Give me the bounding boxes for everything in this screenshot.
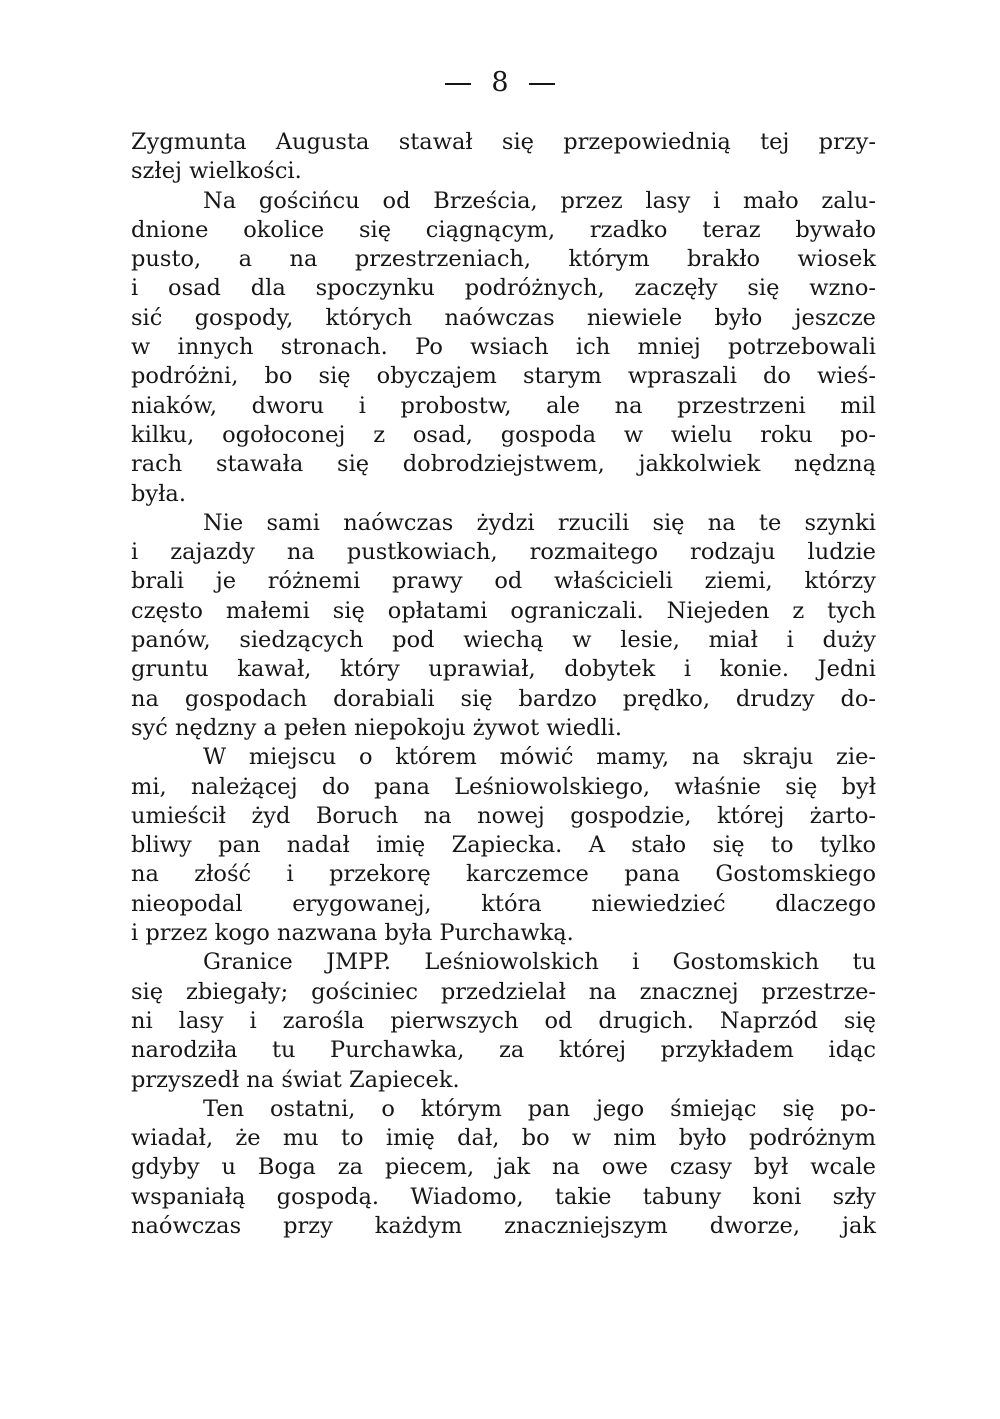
text-line: Na gościńcu od Brześcia, przez lasy i mało zalu-	[203, 187, 876, 214]
text-line: Zygmunta Augusta stawał się przepowiednią tej przy-	[131, 129, 876, 155]
text-line: sić gospody, których naówczas niewiele było jeszcze	[131, 304, 876, 331]
text-line: W miejscu o którem mówić mamy, na skraju zie-	[203, 744, 876, 771]
text-line: dnione okolice się ciągnącym, rzadko teraz bywało	[131, 216, 876, 243]
text-line: brali je różnemi prawy od właścicieli ziemi, którzy	[131, 568, 876, 595]
text-line: wspaniałą gospodą. Wiadomo, takie tabuny koni szły	[131, 1183, 876, 1210]
header-dash-left	[445, 83, 471, 85]
text-line: przyszedł na świat Zapiecek.	[131, 1066, 460, 1093]
text-line: gruntu kawał, który uprawiał, dobytek i konie. Jedni	[131, 656, 876, 683]
text-line: mi, należącej do pana Leśniowolskiego, właśnie się był	[131, 773, 876, 800]
text-line: i osad dla spoczynku podróżnych, zaczęły się wzno-	[131, 275, 876, 302]
text-line: gdyby u Boga za piecem, jak na owe czasy był wcale	[131, 1154, 876, 1181]
text-line: często małemi się opłatami ograniczali. Niejeden z tych	[131, 597, 876, 624]
text-line: niaków, dworu i probostw, ale na przestrzeni mil	[131, 392, 876, 419]
text-line: Granice JMPP. Leśniowolskich i Gostomskich tu	[203, 949, 876, 976]
page-number: 8	[491, 67, 509, 98]
page-header	[0, 68, 1000, 98]
text-line: Ten ostatni, o którym pan jego śmiejąc się po-	[203, 1095, 876, 1122]
text-line: wiadał, że mu to imię dał, bo w nim było podróżnym	[131, 1125, 876, 1152]
text-line: na gospodach dorabiali się bardzo prędko, drudzy do-	[131, 685, 876, 712]
text-line: bliwy pan nadał imię Zapiecka. A stało się to tylko	[131, 832, 876, 859]
text-line: się zbiegały; gościniec przedzielał na znacznej przestrze-	[131, 978, 876, 1005]
text-line: i przez kogo nazwana była Purchawką.	[131, 920, 574, 947]
text-line: w innych stronach. Po wsiach ich mniej potrzebowali	[131, 334, 876, 361]
text-line: pusto, a na przestrzeniach, którym brakło wiosek	[131, 246, 876, 273]
text-line: narodziła tu Purchawka, za której przykładem idąc	[131, 1037, 876, 1064]
text-line: ni lasy i zarośla pierwszych od drugich. Naprzód się	[131, 1007, 876, 1034]
text-line: rach stawała się dobrodziejstwem, jakkolwiek nędzną	[131, 451, 876, 478]
text-line: była.	[131, 480, 186, 507]
text-line: kilku, ogołoconej z osad, gospoda w wielu roku po-	[131, 421, 876, 448]
text-line: Nie sami naówczas żydzi rzucili się na te szynki	[203, 509, 876, 536]
text-line: umieścił żyd Boruch na nowej gospodzie, której żarto-	[131, 802, 876, 829]
body-text	[131, 128, 876, 1241]
text-line: nieopodal erygowanej, która niewiedzieć dlaczego	[131, 890, 876, 917]
text-line: i zajazdy na pustkowiach, rozmaitego rodzaju ludzie	[131, 539, 876, 566]
header-dash-right	[529, 83, 555, 85]
text-line: szłej wielkości.	[131, 158, 302, 185]
text-line: syć nędzny a pełen niepokoju żywot wiedli.	[131, 714, 623, 741]
text-line: podróżni, bo się obyczajem starym wpraszali do wieś-	[131, 363, 876, 390]
text-line: na złość i przekorę karczemce pana Gostomskiego	[131, 861, 876, 888]
text-line: panów, siedzących pod wiechą w lesie, miał i duży	[131, 627, 876, 654]
text-line: naówczas przy każdym znaczniejszym dworze, jak	[131, 1212, 876, 1239]
